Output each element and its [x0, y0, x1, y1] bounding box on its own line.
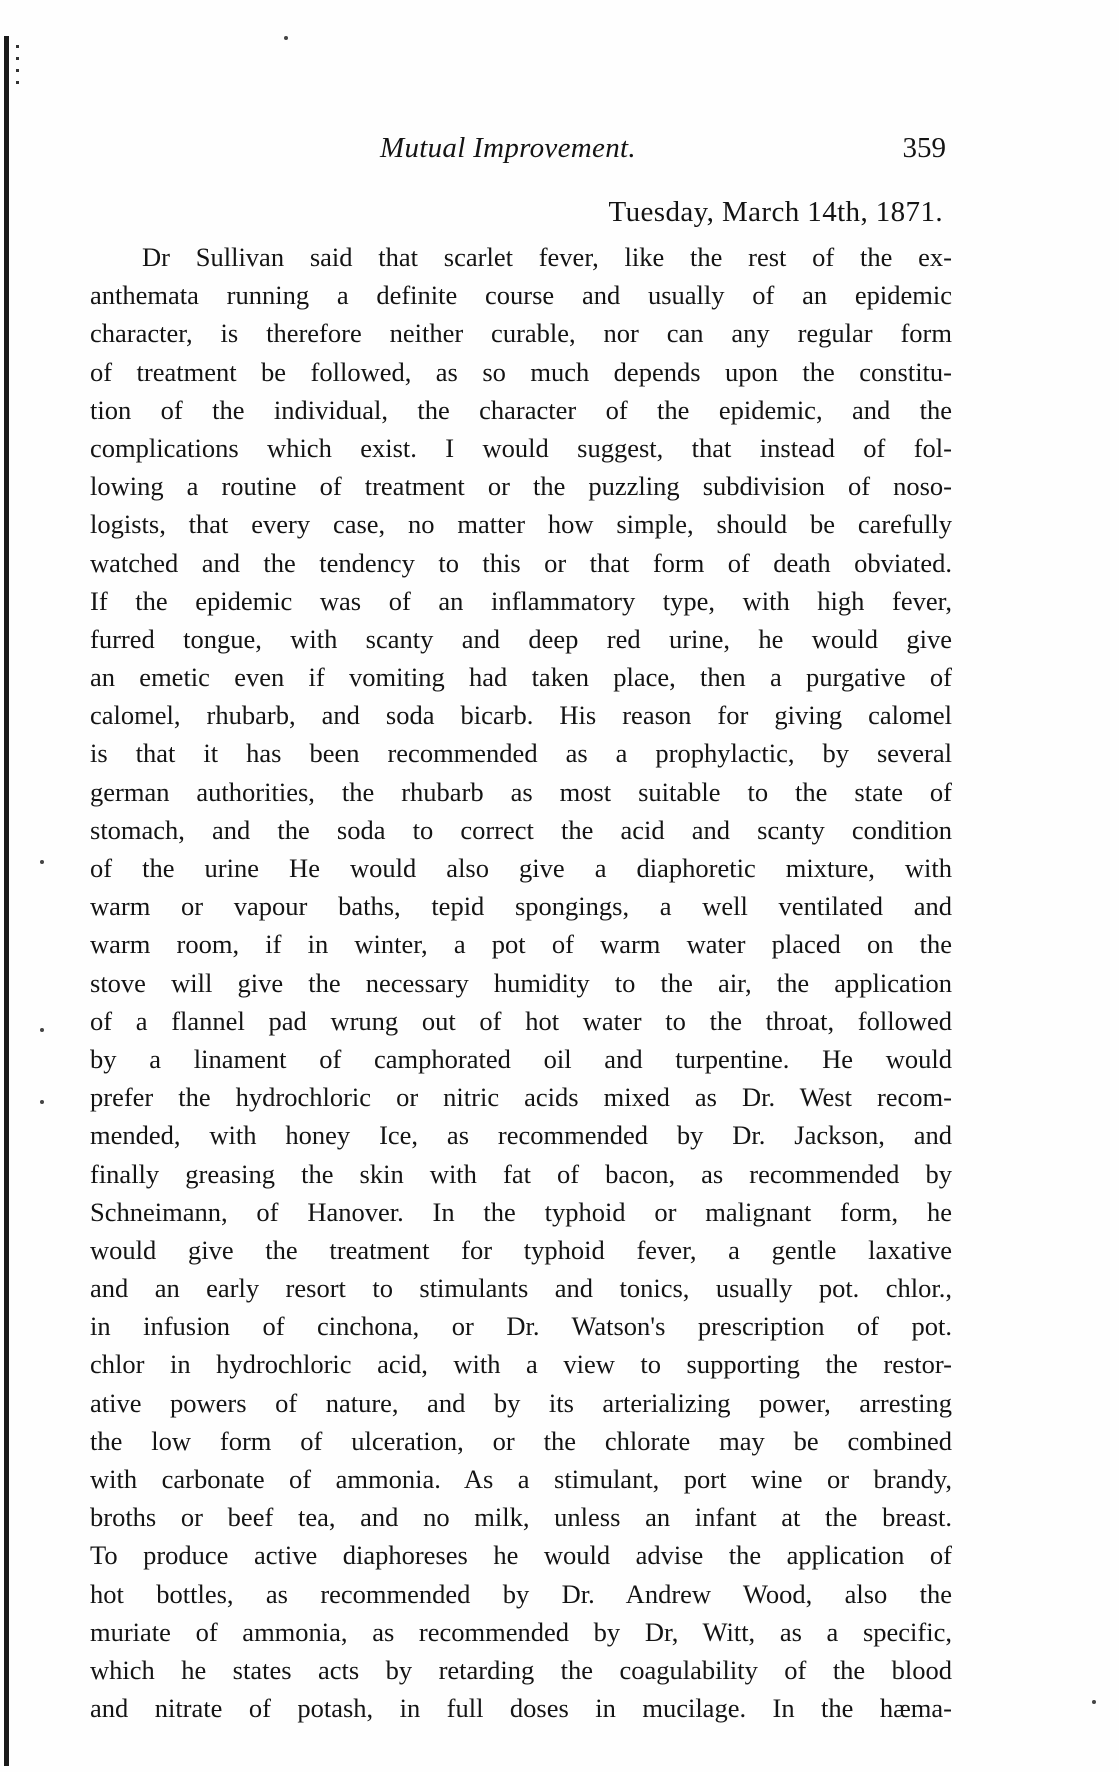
text-line: chlor in hydrochloric acid, with a view to supporting the restor- — [90, 1349, 952, 1380]
text-line: and an early resort to stimulants and tonics, usually pot. chlor., — [90, 1273, 952, 1304]
text-line: stove will give the necessary humidity to the air, the application — [90, 967, 952, 998]
text-line: of treatment be followed, as so much depends upon the constitu- — [90, 356, 952, 387]
gutter-marks — [12, 36, 28, 96]
text-line: with carbonate of ammonia. As a stimulant, port wine or brandy, — [90, 1464, 952, 1494]
gutter-mark — [16, 81, 19, 84]
stray-mark — [40, 1100, 44, 1104]
text-line: german authorities, the rhubarb as most suitable to the state of — [90, 776, 952, 807]
text-line: logists, that every case, no matter how simple, should be carefully — [90, 509, 952, 540]
text-line: tion of the individual, the character of the epidemic, and the — [90, 394, 952, 425]
dateline: Tuesday, March 14th, 1871. — [608, 196, 943, 228]
text-line: of the urine He would also give a diaphoretic mixture, with — [90, 853, 952, 883]
text-line: mended, with honey Ice, as recommended by Dr. Jackson, and — [90, 1120, 952, 1151]
running-head — [90, 132, 954, 176]
text-line: muriate of ammonia, as recommended by Dr, Witt, as a specific, — [90, 1616, 952, 1647]
text-line: the low form of ulceration, or the chlorate may be combined — [90, 1425, 952, 1456]
text-line: which he states acts by retarding the coagulability of the blood — [90, 1654, 952, 1685]
text-line: watched and the tendency to this or that form of death obviated. — [90, 547, 952, 578]
text-line: warm or vapour baths, tepid spongings, a well ventilated and — [90, 891, 952, 922]
body-text — [90, 238, 952, 1727]
text-line: broths or beef tea, and no milk, unless an infant at the breast. — [90, 1502, 952, 1533]
text-line: of a flannel pad wrung out of hot water to the throat, followed — [90, 1005, 952, 1036]
running-title: Mutual Improvement. — [380, 132, 636, 164]
text-line: is that it has been recommended as a prophylactic, by several — [90, 738, 952, 769]
text-line: complications which exist. I would suggest, that instead of fol- — [90, 432, 952, 463]
stray-mark — [40, 1028, 44, 1032]
stray-mark — [1092, 1700, 1096, 1704]
text-line: stomach, and the soda to correct the acid and scanty condition — [90, 814, 952, 845]
gutter-mark — [16, 57, 19, 60]
text-line: If the epidemic was of an inflammatory type, with high fever, — [90, 585, 952, 616]
text-line: in infusion of cinchona, or Dr. Watson's prescription of pot. — [90, 1311, 952, 1342]
text-line: hot bottles, as recommended by Dr. Andrew Wood, also the — [90, 1578, 952, 1609]
text-line: prefer the hydrochloric or nitric acids mixed as Dr. West recom- — [90, 1082, 952, 1113]
text-line: To produce active diaphoreses he would advise the application of — [90, 1540, 952, 1571]
text-line: finally greasing the skin with fat of bacon, as recommended by — [90, 1158, 952, 1189]
text-line: calomel, rhubarb, and soda bicarb. His reason for giving calomel — [90, 700, 952, 731]
text-line: lowing a routine of treatment or the puzzling subdivision of noso- — [90, 471, 952, 502]
text-line: Schneimann, of Hanover. In the typhoid or malignant form, he — [90, 1196, 952, 1227]
text-line: would give the treatment for typhoid fever, a gentle laxative — [90, 1234, 952, 1265]
text-line: ative powers of nature, and by its arterializing power, arresting — [90, 1387, 952, 1418]
text-line: an emetic even if vomiting had taken place, then a purgative of — [90, 662, 952, 693]
gutter-mark — [16, 45, 19, 48]
text-line: by a linament of camphorated oil and turpentine. He would — [90, 1043, 952, 1074]
gutter-mark — [16, 69, 19, 72]
gutter-edge — [4, 36, 9, 1766]
text-line: warm room, if in winter, a pot of warm water placed on the — [90, 929, 952, 960]
stray-mark — [40, 860, 44, 864]
text-line: and nitrate of potash, in full doses in mucilage. In the hæma- — [90, 1693, 952, 1724]
stray-mark — [284, 36, 288, 40]
text-line: anthemata running a definite course and usually of an epidemic — [90, 280, 952, 311]
page-number: 359 — [902, 132, 946, 164]
text-line: Dr Sullivan said that scarlet fever, like the rest of the ex- — [142, 242, 952, 272]
text-line: furred tongue, with scanty and deep red urine, he would give — [90, 623, 952, 654]
text-line: character, is therefore neither curable, nor can any regular form — [90, 318, 952, 349]
